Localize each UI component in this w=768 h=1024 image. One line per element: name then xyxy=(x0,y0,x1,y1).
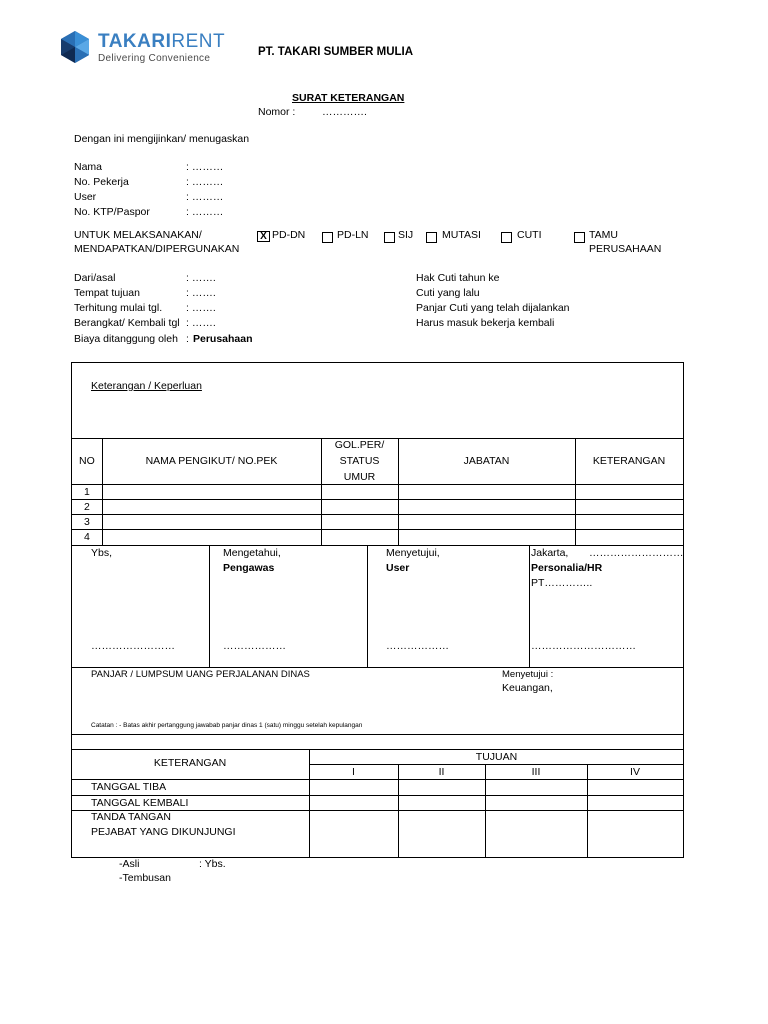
field-value: : ……… xyxy=(186,176,224,188)
company-name: PT. TAKARI SUMBER MULIA xyxy=(258,46,414,58)
leave-info: Hak Cuti tahun ke xyxy=(416,272,500,284)
panjar-keuangan-label: Keuangan, xyxy=(502,682,553,694)
document-title: SURAT KETERANGAN xyxy=(292,92,405,104)
sig-mengetahui-dots: ……………… xyxy=(223,640,286,652)
sig-date-dots: ……………………… xyxy=(589,547,684,559)
leave-info: Harus masuk bekerja kembali xyxy=(416,317,555,329)
col-header-nama: NAMA PENGIKUT/ NO.PEK xyxy=(145,455,278,467)
trip-value: : ……. xyxy=(186,317,216,329)
tujuan-col-header: I xyxy=(352,766,355,778)
intro-text: Dengan ini mengijinkan/ menugaskan xyxy=(74,133,250,145)
field-label: No. Pekerja xyxy=(74,176,129,188)
checkbox-cuti[interactable] xyxy=(501,232,512,243)
checkbox-pd-dn[interactable]: X xyxy=(257,231,270,242)
purpose-label-2: MENDAPATKAN/DIPERGUNAKAN xyxy=(74,243,240,255)
nomor-label: Nomor : xyxy=(258,106,296,118)
field-value: : ……… xyxy=(186,191,224,203)
sig-jakarta-label: Jakarta, xyxy=(531,547,569,559)
sig-ybs-dots: …………………… xyxy=(91,640,175,652)
col-header-keterangan: KETERANGAN xyxy=(592,455,666,467)
tujuan-row-label: TANDA TANGAN xyxy=(91,811,171,823)
trip-label: Biaya ditanggung oleh xyxy=(74,333,178,345)
col-header-gol: GOL.PER/ xyxy=(334,439,385,451)
trip-value: : ……. xyxy=(186,287,216,299)
tujuan-keterangan-header: KETERANGAN xyxy=(153,757,227,769)
option-label-tamu: TAMU xyxy=(589,229,618,241)
leave-info: Panjar Cuti yang telah dijalankan xyxy=(416,302,570,314)
option-label-perusahaan: PERUSAHAAN xyxy=(589,243,662,255)
col-header-umur: UMUR xyxy=(343,471,376,483)
trip-label: Dari/asal xyxy=(74,272,116,284)
option-label-cuti: CUTI xyxy=(517,229,542,241)
brand-name: TAKARIRENT xyxy=(98,31,226,52)
sig-menyetujui-dots: ……………… xyxy=(386,640,449,652)
checkbox-mutasi[interactable] xyxy=(426,232,437,243)
trip-value: : ……. xyxy=(186,272,216,284)
trip-value: : xyxy=(186,333,189,345)
sig-mengetahui-label: Mengetahui, xyxy=(223,547,281,559)
trip-label: Terhitung mulai tgl. xyxy=(74,302,163,314)
field-label: No. KTP/Paspor xyxy=(74,206,150,218)
field-label: User xyxy=(74,191,97,203)
tujuan-row-label: PEJABAT YANG DIKUNJUNGI xyxy=(91,826,236,838)
trip-label: Berangkat/ Kembali tgl xyxy=(74,317,180,329)
takari-logo-icon xyxy=(58,30,92,64)
nomor-value: …………. xyxy=(322,106,367,118)
checkbox-pd-ln[interactable] xyxy=(322,232,333,243)
sig-personalia-dots: ………………………… xyxy=(531,640,636,652)
sig-menyetujui-label: Menyetujui, xyxy=(386,547,440,559)
option-label-sij: SIJ xyxy=(398,229,414,241)
footer-asli-label: -Asli xyxy=(119,858,140,870)
footer-asli-value: : Ybs. xyxy=(199,858,226,870)
checkbox-sij[interactable] xyxy=(384,232,395,243)
col-header-status: STATUS xyxy=(339,455,380,467)
sig-personalia-role: Personalia/HR xyxy=(531,562,603,574)
tujuan-row-label: TANGGAL TIBA xyxy=(91,781,167,793)
col-header-jabatan: JABATAN xyxy=(463,455,510,467)
trip-label: Tempat tujuan xyxy=(74,287,140,299)
panjar-title: PANJAR / LUMPSUM UANG PERJALANAN DINAS xyxy=(91,669,310,680)
option-label-pd-ln: PD-LN xyxy=(337,229,369,241)
sig-pt-label: PT………….. xyxy=(531,577,593,589)
table-row-number: 2 xyxy=(84,501,90,513)
field-value: : ……… xyxy=(186,206,224,218)
keterangan-keperluan-label: Keterangan / Keperluan xyxy=(91,380,202,392)
purpose-label-1: UNTUK MELAKSANAKAN/ xyxy=(74,229,202,241)
tujuan-col-header: IV xyxy=(630,766,640,778)
sig-user-role: User xyxy=(386,562,410,574)
panjar-note: Catatan : - Batas akhir pertanggung jawabab panjar dinas 1 (satu) minggu setelah kepulangan xyxy=(91,722,363,729)
option-label-mutasi: MUTASI xyxy=(442,229,481,241)
footer-tembusan: -Tembusan xyxy=(119,872,171,884)
tujuan-row-label: TANGGAL KEMBALI xyxy=(91,797,189,809)
field-label: Nama xyxy=(74,161,103,173)
option-label-pd-dn: PD-DN xyxy=(272,229,306,241)
brand-tagline: Delivering Convenience xyxy=(98,53,211,64)
sig-pengawas-role: Pengawas xyxy=(223,562,275,574)
tujuan-col-header: III xyxy=(531,766,541,778)
field-value: : ……… xyxy=(186,161,224,173)
tujuan-header: TUJUAN xyxy=(475,751,518,763)
leave-info: Cuti yang lalu xyxy=(416,287,480,299)
cost-bearer: Perusahaan xyxy=(193,333,253,345)
checkbox-tamu[interactable] xyxy=(574,232,585,243)
trip-value: : ……. xyxy=(186,302,216,314)
tujuan-col-header: II xyxy=(438,766,445,778)
panjar-approve-label: Menyetujui : xyxy=(502,669,554,680)
table-row-number: 3 xyxy=(84,516,90,528)
sig-ybs-label: Ybs, xyxy=(91,547,113,559)
table-row-number: 1 xyxy=(84,486,90,498)
col-header-no: NO xyxy=(79,455,95,467)
table-row-number: 4 xyxy=(84,531,90,543)
